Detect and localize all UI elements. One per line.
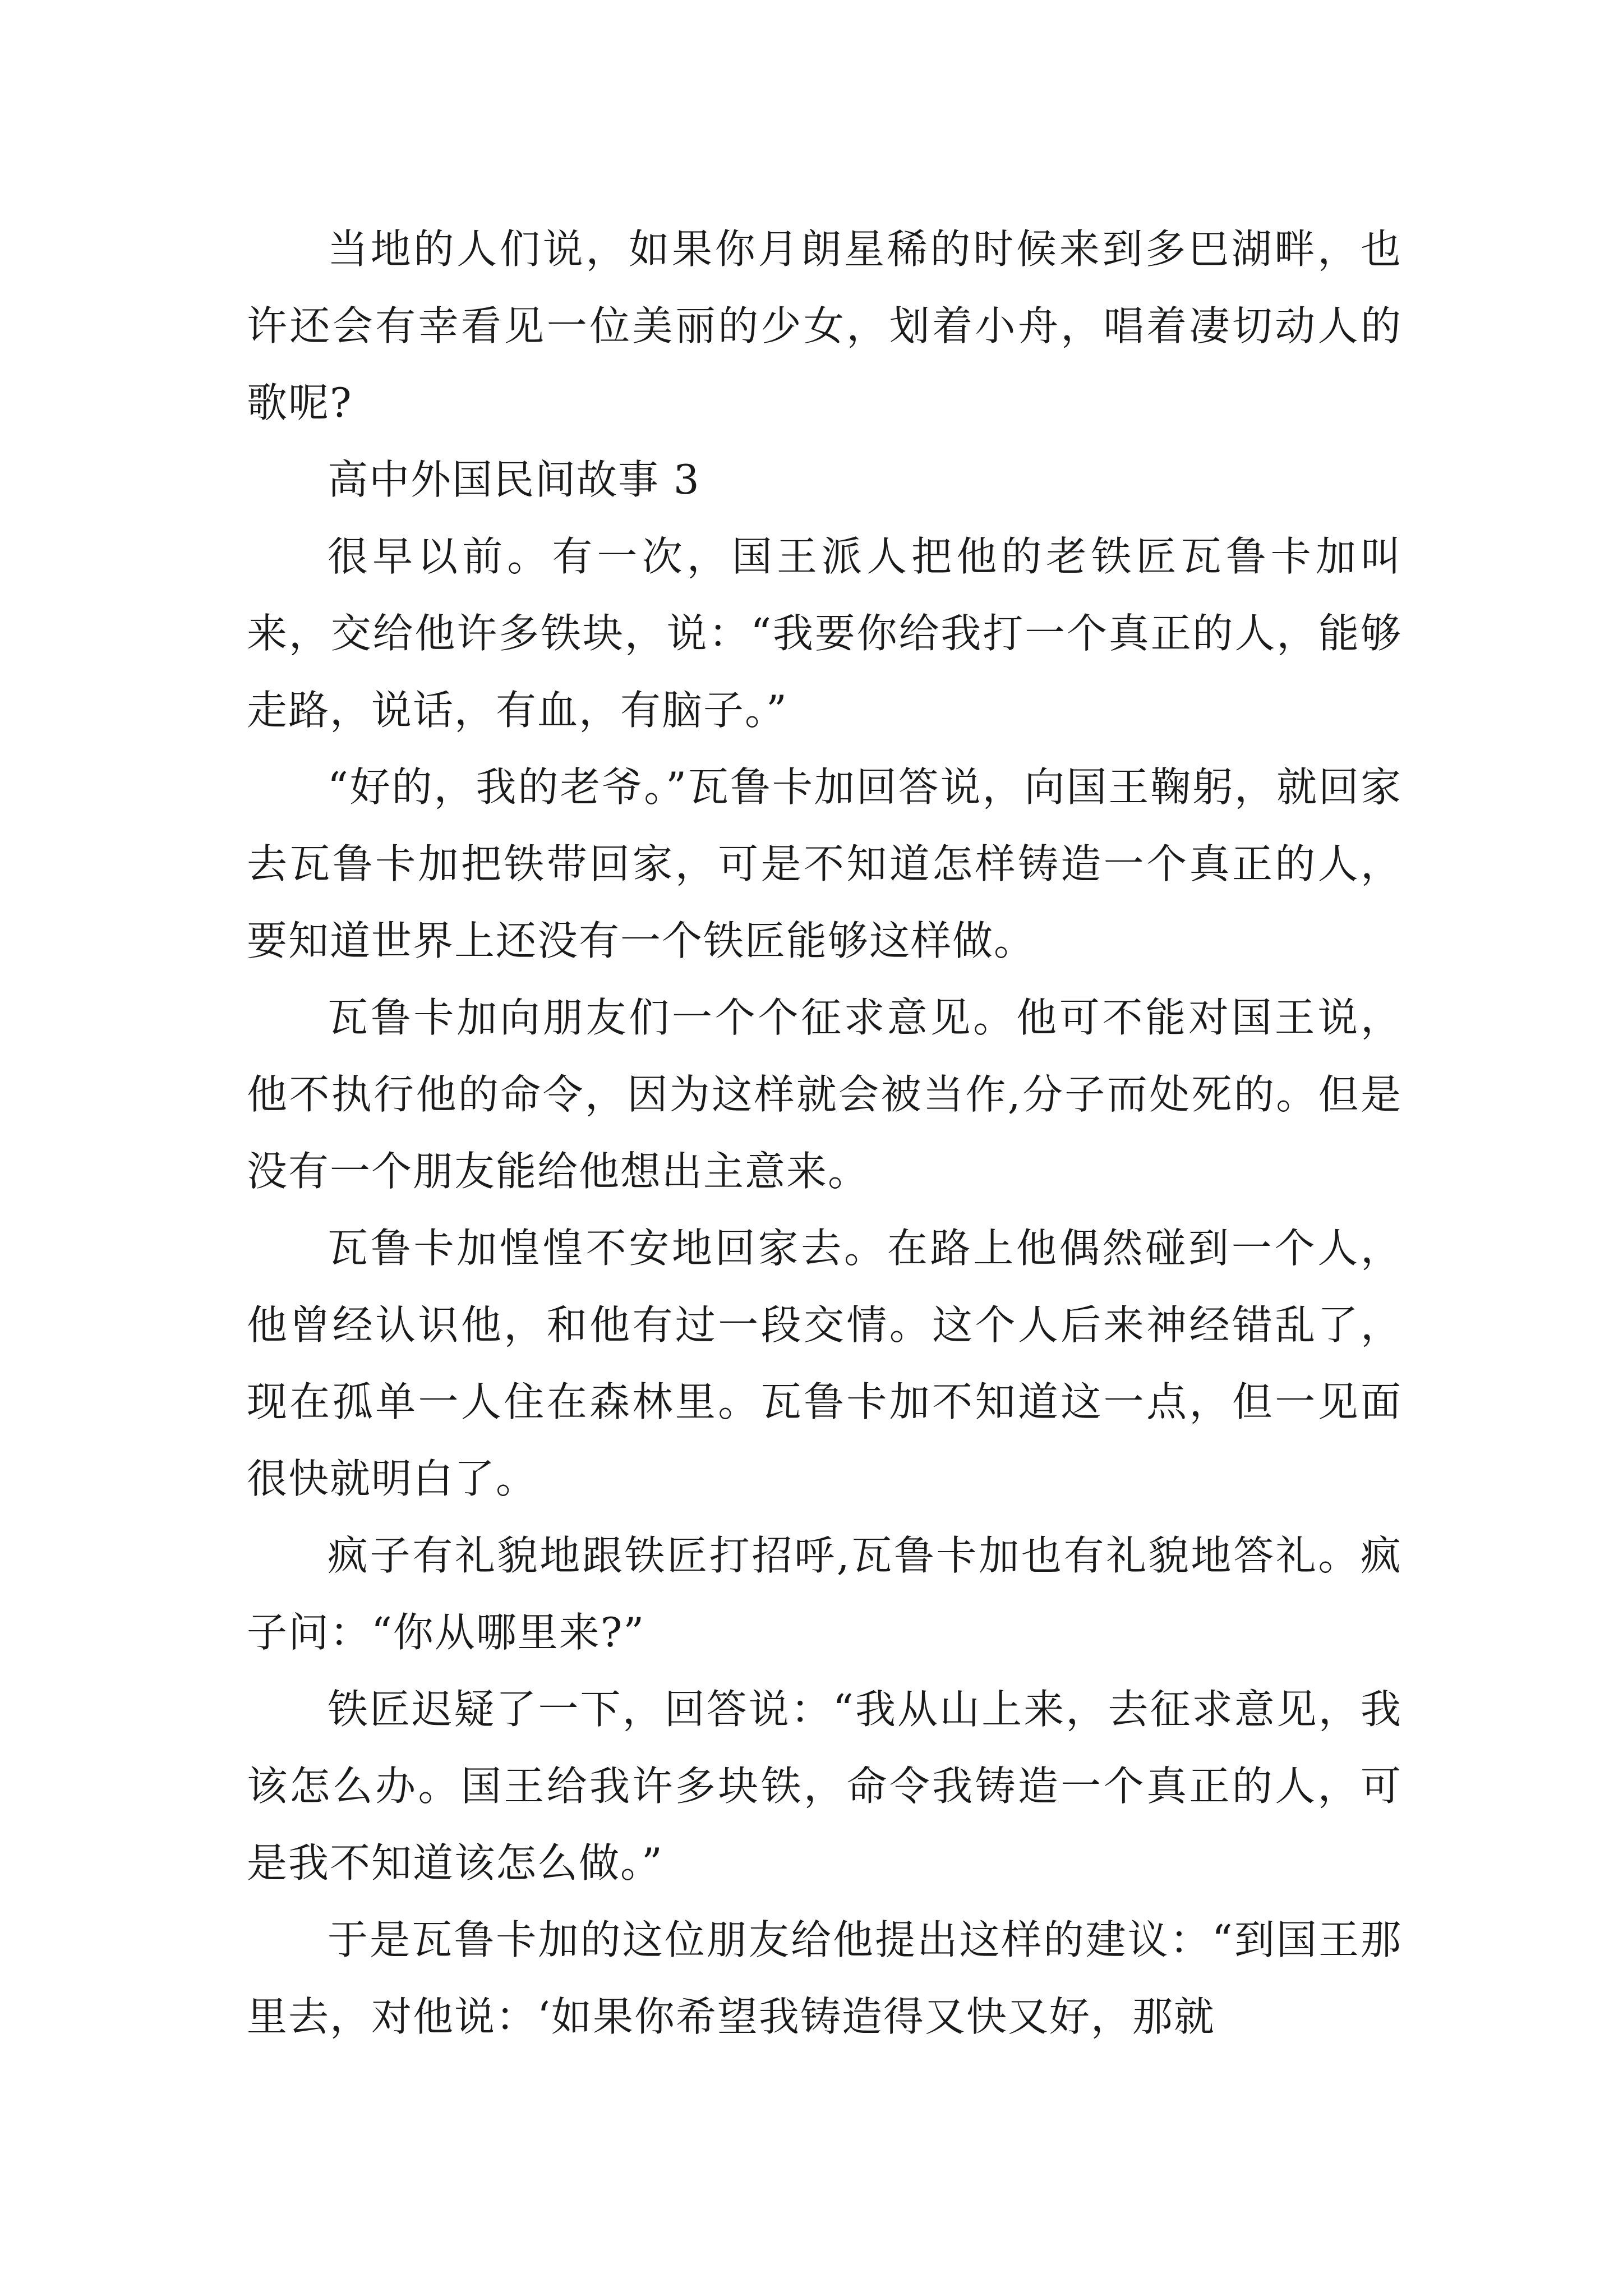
paragraph: 当地的人们说，如果你月朗星稀的时候来到多巴湖畔，也许还会有幸看见一位美丽的少女，划着小舟，唱着凄切动人的歌呢?	[247, 226, 1402, 426]
paragraph: 铁匠迟疑了一下，回答说：“我从山上来，去征求意见，我该怎么办。国王给我许多块铁，命令我铸造一个真正的人，可是我不知道该怎么做。”	[247, 1686, 1402, 1887]
paragraph: 很早以前。有一次，国王派人把他的老铁匠瓦鲁卡加叫来，交给他许多铁块，说：“我要你给我打一个真正的人，能够走路，说话，有血，有脑子。”	[247, 533, 1402, 734]
paragraph: 瓦鲁卡加惶惶不安地回家去。在路上他偶然碰到一个人，他曾经认识他，和他有过一段交情。这个人后来神经错乱了，现在孤单一人住在森林里。瓦鲁卡加不知道这一点，但一见面很快就明白了。	[247, 1225, 1402, 1502]
paragraph: “好的，我的老爷。”瓦鲁卡加回答说，向国王鞠躬，就回家去瓦鲁卡加把铁带回家，可是不知道怎样铸造一个真正的人，要知道世界上还没有一个铁匠能够这样做。	[247, 763, 1402, 964]
section-heading: 高中外国民间故事 3	[328, 456, 700, 503]
paragraph: 于是瓦鲁卡加的这位朋友给他提出这样的建议：“到国王那里去，对他说：‘如果你希望我铸造得又快又好，那就	[247, 1916, 1402, 2040]
paragraph: 瓦鲁卡加向朋友们一个个征求意见。他可不能对国王说，他不执行他的命令，因为这样就会被当作,分子而处死的。但是没有一个朋友能给他想出主意来。	[247, 994, 1402, 1195]
document-body	[247, 211, 1402, 2055]
paragraph: 疯子有礼貌地跟铁匠打招呼,瓦鲁卡加也有礼貌地答礼。疯子问：“你从哪里来?”	[247, 1532, 1402, 1656]
